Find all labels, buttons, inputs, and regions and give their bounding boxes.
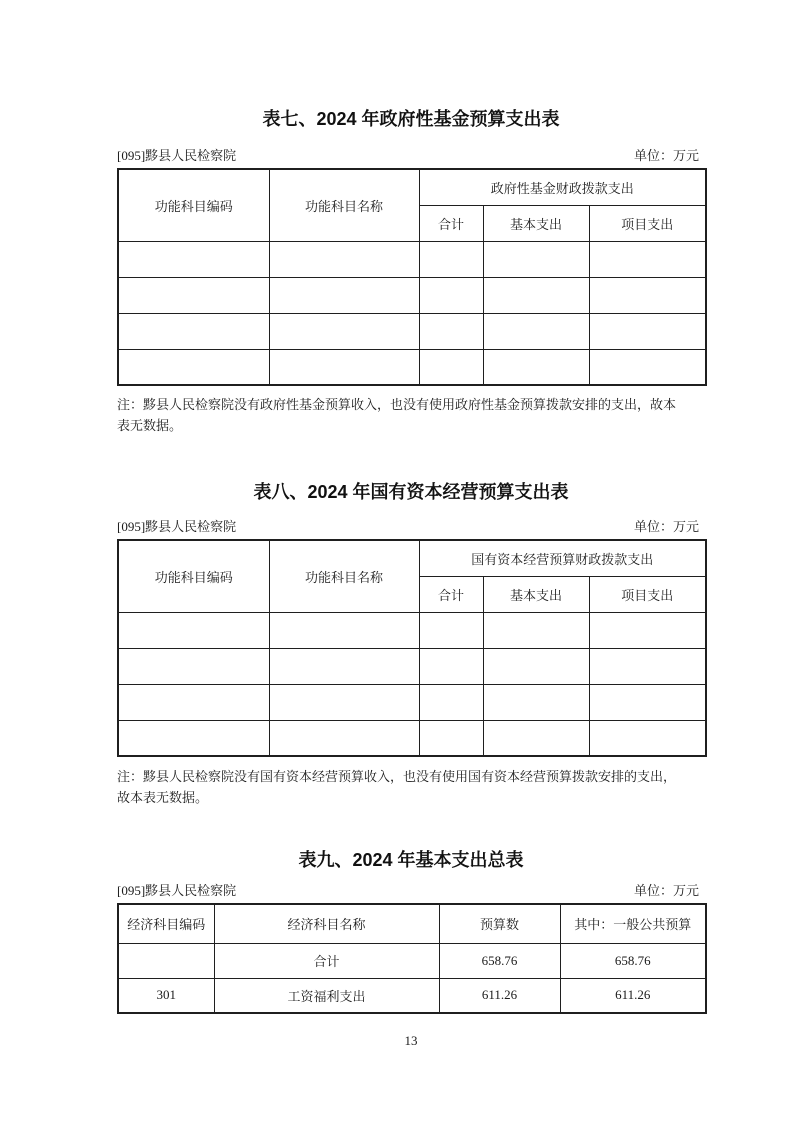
empty-row [118, 349, 706, 385]
cell-budget: 611.26 [439, 978, 560, 1013]
empty-row [118, 648, 706, 684]
table8-title: 表八、2024 年国有资本经营预算支出表 [253, 482, 569, 502]
column-header-budget: 预算数 [439, 904, 560, 943]
column-header-total: 合计 [419, 205, 483, 241]
column-header-economic-code: 经济科目编码 [118, 904, 214, 943]
empty-row [118, 241, 706, 277]
table8-body [118, 612, 706, 756]
table7-header-row-1 [118, 169, 706, 205]
empty-row [118, 720, 706, 756]
empty-row [118, 684, 706, 720]
column-header-economic-name: 经济科目名称 [214, 904, 439, 943]
table8-state-capital-expenditure [117, 539, 707, 757]
table8-note: 注：黟县人民检察院没有国有资本经营预算收入，也没有使用国有资本经营预算拨款安排的支出，故本表无数据。 [117, 769, 677, 805]
table7-meta [117, 147, 705, 165]
empty-row [118, 313, 706, 349]
column-header-function-name: 功能科目名称 [269, 169, 419, 241]
unit-label: 单位：万元 [633, 883, 699, 898]
column-header-project: 项目支出 [589, 576, 706, 612]
table7-title: 表七、2024 年政府性基金预算支出表 [262, 109, 560, 129]
column-header-basic: 基本支出 [483, 205, 589, 241]
table9-meta [117, 882, 705, 900]
org-label: [095]黟县人民检察院 [117, 519, 237, 534]
table8-meta [117, 518, 705, 536]
column-header-general-public-budget: 其中：一般公共预算 [560, 904, 706, 943]
unit-label: 单位：万元 [633, 519, 699, 534]
column-header-basic: 基本支出 [483, 576, 589, 612]
table7-body [118, 241, 706, 385]
table7-note: 注：黟县人民检察院没有政府性基金预算收入，也没有使用政府性基金预算拨款安排的支出，故本表无数据。 [117, 397, 677, 433]
cell-name: 工资福利支出 [214, 978, 439, 1013]
column-header-project: 项目支出 [589, 205, 706, 241]
unit-label: 单位：万元 [633, 148, 699, 163]
column-header-function-code: 功能科目编码 [118, 169, 269, 241]
column-header-function-code: 功能科目编码 [118, 540, 269, 612]
org-label: [095]黟县人民检察院 [117, 883, 237, 898]
column-header-total: 合计 [419, 576, 483, 612]
cell-general: 611.26 [560, 978, 706, 1013]
cell-code: 301 [118, 978, 214, 1013]
table9-basic-expenditure-summary [117, 903, 707, 1014]
column-header-group: 国有资本经营预算财政拨款支出 [419, 540, 706, 576]
table9-header-row [118, 904, 706, 943]
cell-budget: 658.76 [439, 943, 560, 978]
column-header-function-name: 功能科目名称 [269, 540, 419, 612]
cell-general: 658.76 [560, 943, 706, 978]
org-label: [095]黟县人民检察院 [117, 148, 237, 163]
page-number: 13 [404, 1033, 418, 1048]
column-header-group: 政府性基金财政拨款支出 [419, 169, 706, 205]
table-row-301 [118, 978, 706, 1013]
table9-body [118, 943, 706, 1013]
empty-row [118, 277, 706, 313]
empty-row [118, 612, 706, 648]
table8-header-row-1 [118, 540, 706, 576]
table7-government-fund-expenditure [117, 168, 707, 386]
cell-name: 合计 [214, 943, 439, 978]
table9-title: 表九、2024 年基本支出总表 [298, 850, 524, 870]
cell-code [118, 943, 214, 978]
table-row-total [118, 943, 706, 978]
